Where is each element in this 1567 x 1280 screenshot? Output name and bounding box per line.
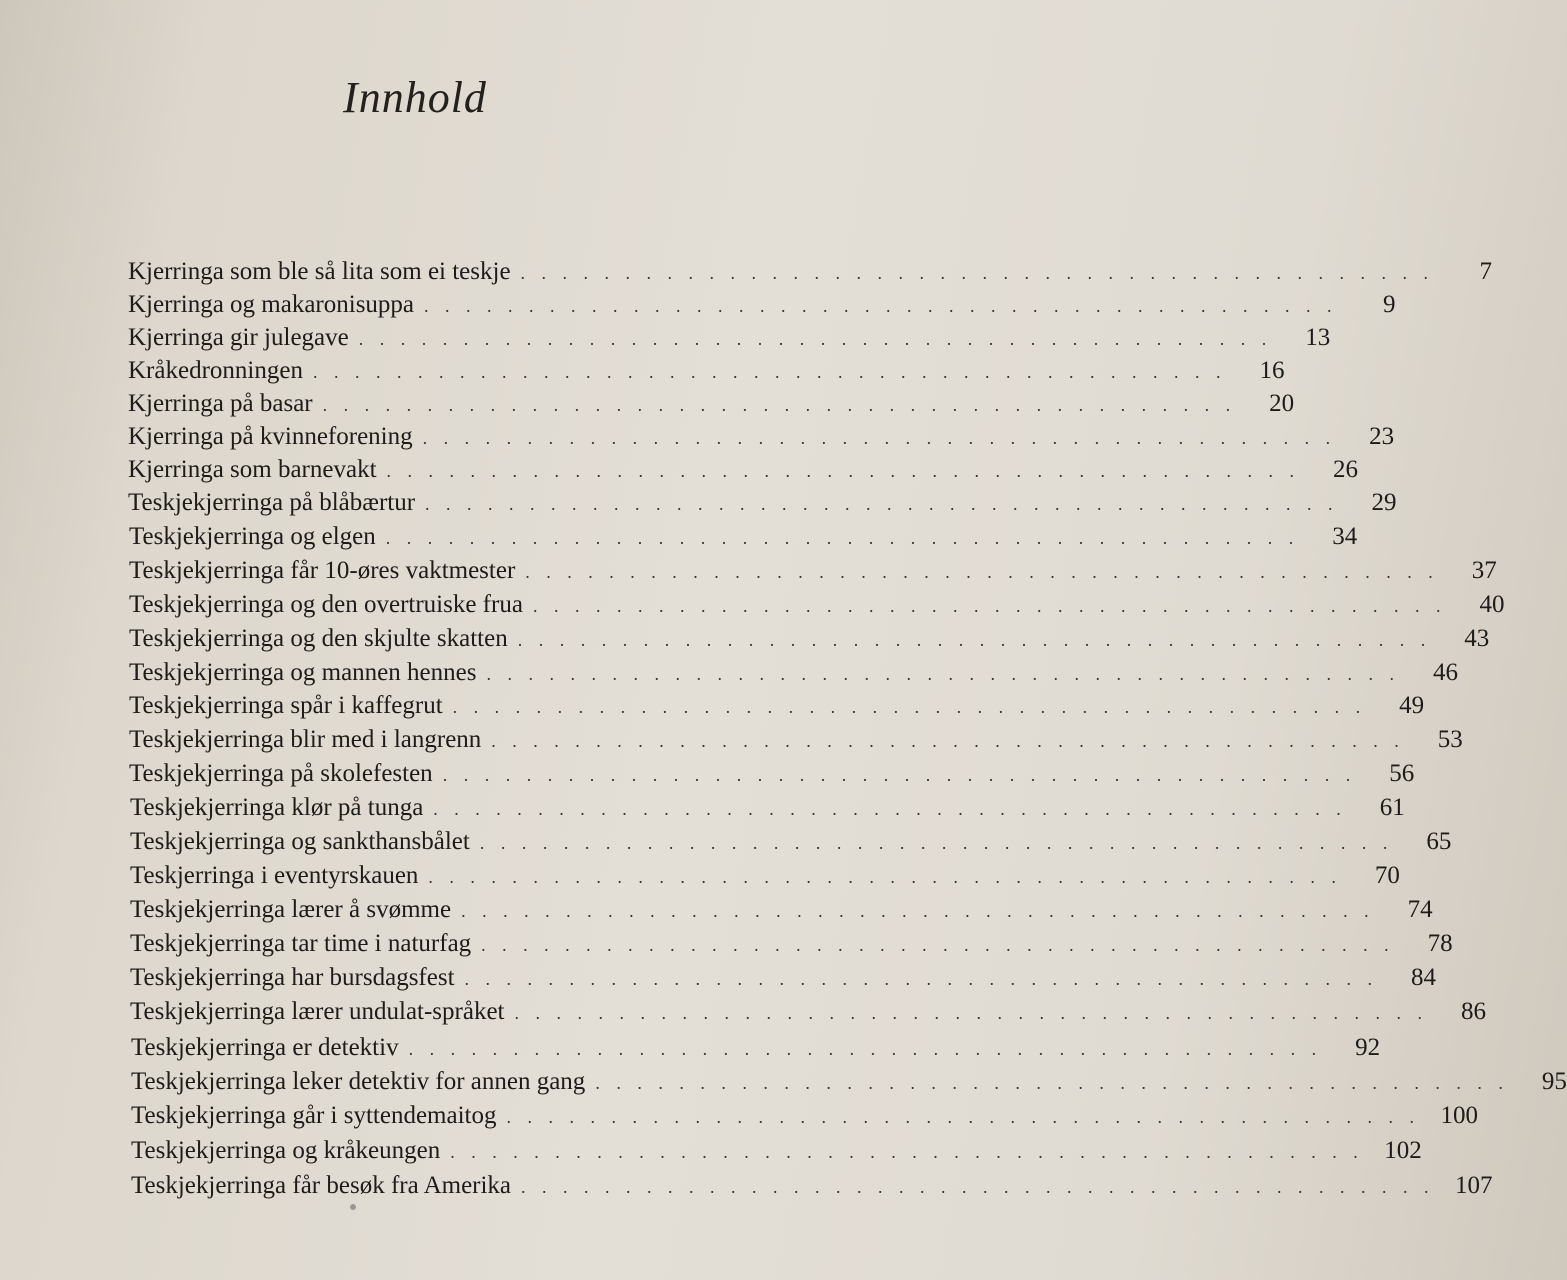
toc-entry-title: Teskjekjerringa og sankthansbålet <box>130 828 470 855</box>
toc-entry-page: 49 <box>1399 692 1425 719</box>
leader-dots: . . . . . . . . . . . . . . . . . . . . . . . . . . . . . . . . . . . . . . . . . . . . <box>525 562 1439 582</box>
toc-entry <box>130 826 1452 858</box>
toc-entry-title: Teskjekjerringa er detektiv <box>131 1034 399 1061</box>
toc-entry <box>129 724 1463 756</box>
toc-entry-title: Teskjekjerringa lærer å svømme <box>130 896 452 923</box>
leader-dots: . . . . . . . . . . . . . . . . . . . . . . . . . . . . . . . . . . . . . . . . . . . . <box>491 731 1405 751</box>
toc-entry <box>130 962 1437 994</box>
toc-entry-title: Teskjekjerringa og mannen hennes <box>129 659 477 686</box>
leader-dots: . . . . . . . . . . . . . . . . . . . . . . . . . . . . . . . . . . . . . . . . . . . . <box>425 494 1339 514</box>
leader-dots: . . . . . . . . . . . . . . . . . . . . . . . . . . . . . . . . . . . . . . . . . . . . <box>422 428 1337 448</box>
toc-entry-page: 23 <box>1369 423 1395 450</box>
toc-entry-title: Teskjekjerringa leker detektiv for annen gang <box>131 1068 586 1095</box>
toc-entry <box>128 487 1397 519</box>
leader-dots: . . . . . . . . . . . . . . . . . . . . . . . . . . . . . . . . . . . . . . . . . . . . <box>450 1142 1364 1162</box>
toc-entry-title: Teskjekjerringa på skolefesten <box>129 760 433 787</box>
toc-entry-page: 65 <box>1426 828 1452 855</box>
leader-dots: . . . . . . . . . . . . . . . . . . . . . . . . . . . . . . . . . . . . . . . . . . . . <box>479 833 1394 853</box>
leader-dots: . . . . . . . . . . . . . . . . . . . . . . . . . . . . . . . . . . . . . . . . . . . . <box>521 1177 1435 1197</box>
toc-entry-page: 78 <box>1427 930 1453 957</box>
toc-entry-title: Teskjekjerringa lærer undulat-språket <box>130 998 505 1025</box>
toc-entry <box>131 1066 1567 1098</box>
toc-entry-title: Teskjekjerringa og kråkeungen <box>131 1137 441 1164</box>
toc-entry-page: 95 <box>1541 1068 1567 1095</box>
toc-entry-page: 70 <box>1374 862 1400 889</box>
toc-entry <box>129 690 1425 722</box>
toc-entry-title: Teskjekjerringa får 10-øres vaktmester <box>129 557 516 584</box>
leader-dots: . . . . . . . . . . . . . . . . . . . . . . . . . . . . . . . . . . . . . . . . . . . . <box>358 329 1273 349</box>
toc-entry <box>128 355 1285 387</box>
leader-dots: . . . . . . . . . . . . . . . . . . . . . . . . . . . . . . . . . . . . . . . . . . . . <box>532 596 1447 616</box>
toc-entry-page: 34 <box>1332 523 1358 550</box>
toc-entry <box>131 1170 1493 1202</box>
toc-entry-title: Kjerringa på kvinneforening <box>128 423 413 450</box>
toc-entry-title: Teskjerringa i eventyrskauen <box>130 862 419 889</box>
leader-dots: . . . . . . . . . . . . . . . . . . . . . . . . . . . . . . . . . . . . . . . . . . . . <box>386 461 1301 481</box>
leader-dots: . . . . . . . . . . . . . . . . . . . . . . . . . . . . . . . . . . . . . . . . . . . . <box>452 697 1367 717</box>
leader-dots: . . . . . . . . . . . . . . . . . . . . . . . . . . . . . . . . . . . . . . . . . . . . <box>408 1039 1323 1059</box>
toc-entry-title: Teskjekjerringa og den overtruiske frua <box>129 591 523 618</box>
toc-entry <box>130 860 1400 892</box>
leader-dots: . . . . . . . . . . . . . . . . . . . . . . . . . . . . . . . . . . . . . . . . . . . . <box>428 867 1342 887</box>
toc-entry <box>131 1135 1422 1167</box>
toc-entry-title: Teskjekjerringa og den skjulte skatten <box>129 625 508 652</box>
toc-entry <box>129 589 1505 621</box>
toc-entry <box>130 996 1486 1028</box>
toc-entry <box>131 1032 1381 1064</box>
toc-entry <box>130 792 1405 824</box>
toc-entry-page: 46 <box>1432 659 1458 686</box>
toc-entry-title: Teskjekjerringa blir med i langrenn <box>129 726 482 753</box>
toc-entry-page: 29 <box>1371 489 1397 516</box>
toc-entry <box>129 657 1458 689</box>
toc-entry-page: 16 <box>1259 357 1285 384</box>
toc-entry-page: 56 <box>1389 760 1415 787</box>
leader-dots: . . . . . . . . . . . . . . . . . . . . . . . . . . . . . . . . . . . . . . . . . . . . <box>385 528 1300 548</box>
toc-entry-page: 53 <box>1437 726 1463 753</box>
toc-entry <box>129 555 1497 587</box>
toc-entry-title: Kjerringa som ble så lita som ei teskje <box>128 258 511 285</box>
toc-entry-page: 13 <box>1305 324 1331 351</box>
toc-entry-page: 7 <box>1479 258 1493 285</box>
toc-entry-title: Kjerringa og makaronisuppa <box>128 291 415 318</box>
toc-entry-page: 74 <box>1407 896 1433 923</box>
toc-entry-page: 20 <box>1269 390 1295 417</box>
leader-dots: . . . . . . . . . . . . . . . . . . . . . . . . . . . . . . . . . . . . . . . . . . . . <box>517 630 1432 650</box>
toc-entry <box>128 289 1396 321</box>
toc-entry-title: Teskjekjerringa går i syttendemaitog <box>131 1102 497 1129</box>
toc-entry-title: Teskjekjerringa klør på tunga <box>130 794 424 821</box>
toc-entry-title: Teskjekjerringa spår i kaffegrut <box>129 692 443 719</box>
toc-entry-title: Kjerringa som barnevakt <box>128 456 377 483</box>
toc-entry <box>128 421 1395 453</box>
toc-entry <box>128 322 1331 354</box>
toc-entry <box>131 1100 1478 1132</box>
toc-entry-title: Kjerringa gir julegave <box>128 324 349 351</box>
toc-entry <box>130 928 1453 960</box>
toc-entry-page: 37 <box>1471 557 1497 584</box>
leader-dots: . . . . . . . . . . . . . . . . . . . . . . . . . . . . . . . . . . . . . . . . . . . . <box>442 765 1357 785</box>
leader-dots: . . . . . . . . . . . . . . . . . . . . . . . . . . . . . . . . . . . . . . . . . . . . <box>486 664 1400 684</box>
toc-entry-title: Teskjekjerringa og elgen <box>129 523 376 550</box>
toc-entry-page: 61 <box>1379 794 1405 821</box>
toc-entry-page: 86 <box>1461 998 1486 1025</box>
toc-entry-title: Kjerringa på basar <box>128 390 313 417</box>
toc-entry-page: 26 <box>1333 456 1359 483</box>
toc-entry-title: Teskjekjerringa på blåbærtur <box>128 489 416 516</box>
toc-entry-page: 40 <box>1479 591 1505 618</box>
toc-entry <box>128 454 1359 486</box>
toc-entry-title: Kråkedronningen <box>128 357 303 384</box>
toc-entry <box>128 256 1493 288</box>
leader-dots: . . . . . . . . . . . . . . . . . . . . . . . . . . . . . . . . . . . . . . . . . . . . <box>433 799 1347 819</box>
toc-entry-title: Teskjekjerringa tar time i naturfag <box>130 930 472 957</box>
toc-entry-page: 102 <box>1384 1137 1422 1164</box>
leader-dots: . . . . . . . . . . . . . . . . . . . . . . . . . . . . . . . . . . . . . . . . . . . . <box>514 1003 1428 1023</box>
leader-dots: . . . . . . . . . . . . . . . . . . . . . . . . . . . . . . . . . . . . . . . . . . . . <box>322 395 1237 415</box>
toc-entry-page: 107 <box>1455 1172 1493 1199</box>
toc-entry-page: 100 <box>1440 1102 1478 1129</box>
toc-entry-page: 43 <box>1464 625 1490 652</box>
toc-entry-page: 92 <box>1355 1034 1381 1061</box>
leader-dots: . . . . . . . . . . . . . . . . . . . . . . . . . . . . . . . . . . . . . . . . . . . . <box>595 1073 1509 1093</box>
toc-entry <box>129 623 1490 655</box>
toc-entry <box>129 758 1415 790</box>
leader-dots: . . . . . . . . . . . . . . . . . . . . . . . . . . . . . . . . . . . . . . . . . . . . <box>464 969 1379 989</box>
toc-entry-page: 9 <box>1383 291 1396 318</box>
toc-entry <box>128 388 1295 420</box>
toc-entry-page: 84 <box>1411 964 1437 991</box>
toc-entry-title: Teskjekjerringa får besøk fra Amerika <box>131 1172 512 1199</box>
toc-entry <box>130 894 1433 926</box>
leader-dots: . . . . . . . . . . . . . . . . . . . . . . . . . . . . . . . . . . . . . . . . . . . . <box>424 296 1338 316</box>
ink-speck <box>350 1204 356 1210</box>
leader-dots: . . . . . . . . . . . . . . . . . . . . . . . . . . . . . . . . . . . . . . . . . . . . <box>312 362 1227 382</box>
leader-dots: . . . . . . . . . . . . . . . . . . . . . . . . . . . . . . . . . . . . . . . . . . . . <box>506 1107 1420 1127</box>
leader-dots: . . . . . . . . . . . . . . . . . . . . . . . . . . . . . . . . . . . . . . . . . . . . <box>481 935 1395 955</box>
leader-dots: . . . . . . . . . . . . . . . . . . . . . . . . . . . . . . . . . . . . . . . . . . . . <box>520 263 1435 283</box>
toc-entry <box>129 521 1358 553</box>
page-title: Innhold <box>343 73 487 122</box>
leader-dots: . . . . . . . . . . . . . . . . . . . . . . . . . . . . . . . . . . . . . . . . . . . . <box>461 901 1375 921</box>
toc-entry-title: Teskjekjerringa har bursdagsfest <box>130 964 455 991</box>
